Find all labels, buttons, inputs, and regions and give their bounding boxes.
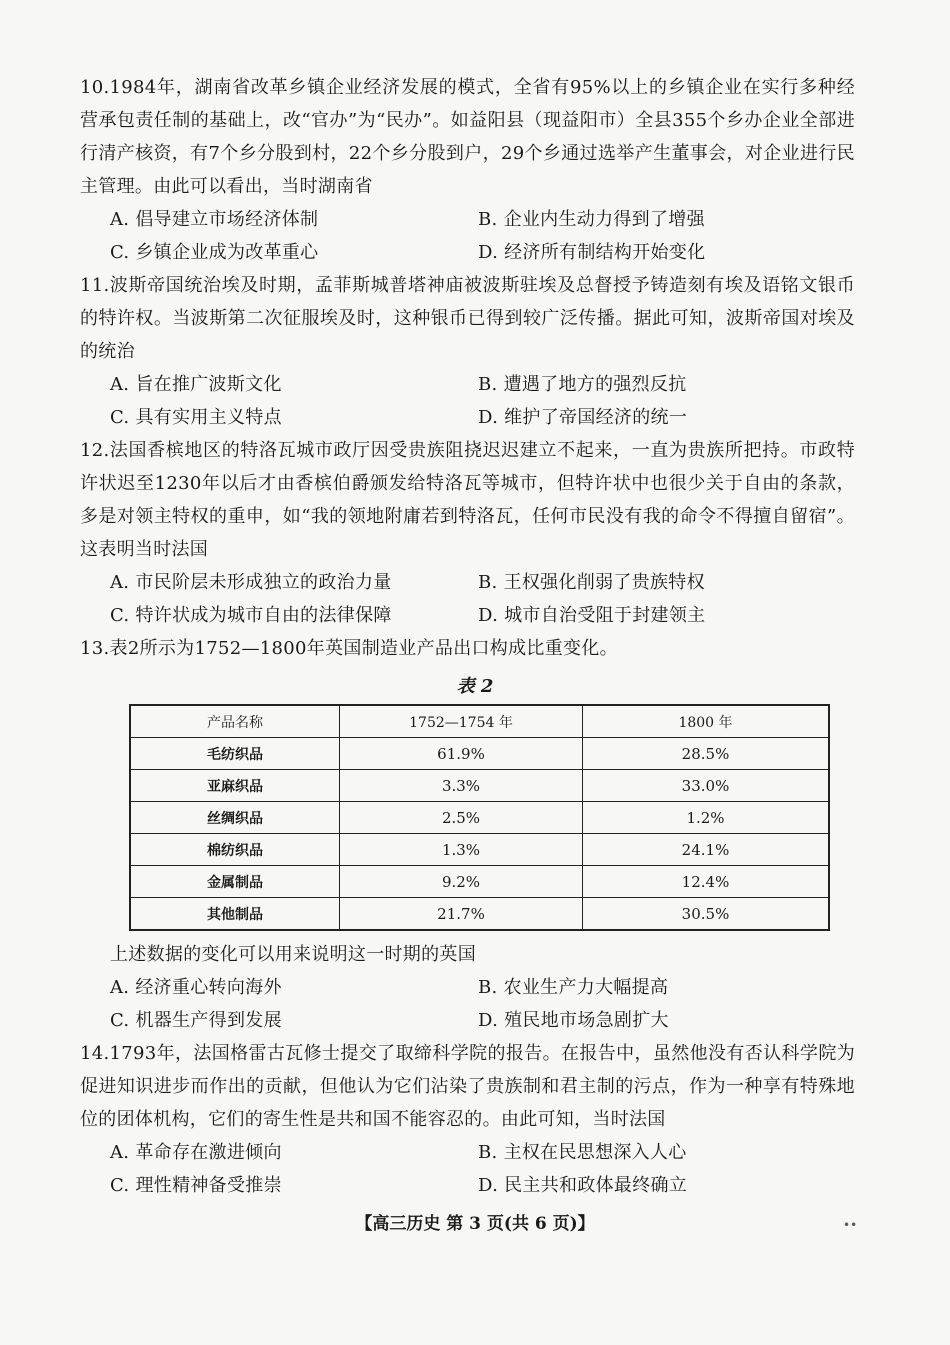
option-c: C. 机器生产得到发展 bbox=[110, 1010, 282, 1031]
product-name-cell: 其他制品 bbox=[130, 898, 340, 931]
question-stem: 10.1984年，湖南省改革乡镇企业经济发展的模式，全省有95%以上的乡镇企业在实行多种经营承包责任制的基础上，改“官办”为“民办”。如益阳县（现益阳市）全县355个乡办企业全部进行清产核资，有7个乡分股到村，22个乡分股到户，29个乡通过选举产生董事会，对企业进行民主管理。由此可以看出，当时湖南省 bbox=[80, 77, 855, 197]
question-number: 11. bbox=[80, 275, 110, 296]
option-b: B. 农业生产力大幅提高 bbox=[478, 977, 669, 998]
table-row bbox=[130, 898, 829, 931]
scan-mark: •• bbox=[843, 1218, 858, 1232]
question-stem: 14.1793年，法国格雷古瓦修士提交了取缔科学院的报告。在报告中，虽然他没有否认科学院为促进知识进步而作出的贡献，但他认为它们沾染了贵族制和君主制的污点，作为一种享有特殊地位的团体机构，它们的寄生性是共和国不能容忍的。由此可知，当时法国 bbox=[80, 1043, 855, 1130]
option-a: A. 经济重心转向海外 bbox=[110, 977, 282, 998]
question-number: 10. bbox=[80, 77, 110, 98]
table-row bbox=[130, 738, 829, 770]
question-number: 12. bbox=[80, 440, 110, 461]
value-cell: 61.9% bbox=[340, 738, 583, 770]
option-b: B. 主权在民思想深入人心 bbox=[478, 1142, 687, 1163]
option-c: C. 特许状成为城市自由的法律保障 bbox=[110, 605, 392, 626]
table-header-cell: 产品名称 bbox=[130, 705, 340, 738]
options bbox=[110, 203, 855, 269]
table-row bbox=[130, 770, 829, 802]
question-number: 13. bbox=[80, 638, 110, 659]
option-a: A. 革命存在激进倾向 bbox=[110, 1142, 282, 1163]
value-cell: 24.1% bbox=[583, 834, 830, 866]
question-13-continued bbox=[80, 938, 855, 1037]
option-d: D. 城市自治受阻于封建领主 bbox=[478, 605, 706, 626]
question-12 bbox=[80, 434, 855, 632]
option-a: A. 倡导建立市场经济体制 bbox=[110, 209, 319, 230]
option-d: D. 殖民地市场急剧扩大 bbox=[478, 1010, 669, 1031]
page-footer: 【高三历史 第 3 页(共 6 页)】 bbox=[355, 1214, 595, 1234]
option-b: B. 王权强化削弱了贵族特权 bbox=[478, 572, 705, 593]
product-name-cell: 丝绸织品 bbox=[130, 802, 340, 834]
value-cell: 21.7% bbox=[340, 898, 583, 931]
question-number: 14. bbox=[80, 1043, 110, 1064]
option-d: D. 民主共和政体最终确立 bbox=[478, 1175, 688, 1196]
export-table bbox=[129, 704, 830, 931]
question-10 bbox=[80, 71, 855, 269]
option-b: B. 遭遇了地方的强烈反抗 bbox=[478, 374, 687, 395]
product-name-cell: 棉纺织品 bbox=[130, 834, 340, 866]
table-row bbox=[130, 834, 829, 866]
options bbox=[110, 1136, 855, 1202]
product-name-cell: 毛纺织品 bbox=[130, 738, 340, 770]
question-follow-up: 上述数据的变化可以用来说明这一时期的英国 bbox=[110, 944, 476, 965]
table-header-row bbox=[130, 705, 829, 738]
value-cell: 30.5% bbox=[583, 898, 830, 931]
product-name-cell: 亚麻织品 bbox=[130, 770, 340, 802]
option-c: C. 具有实用主义特点 bbox=[110, 407, 282, 428]
question-stem: 13.表2所示为1752—1800年英国制造业产品出口构成比重变化。 bbox=[80, 638, 618, 659]
table-caption: 表 2 bbox=[456, 676, 494, 697]
value-cell: 3.3% bbox=[340, 770, 583, 802]
question-13 bbox=[80, 632, 855, 665]
option-a: A. 市民阶层未形成独立的政治力量 bbox=[110, 572, 392, 593]
table-header-cell: 1800 年 bbox=[583, 705, 830, 738]
option-b: B. 企业内生动力得到了增强 bbox=[478, 209, 705, 230]
value-cell: 9.2% bbox=[340, 866, 583, 898]
option-c: C. 理性精神备受推崇 bbox=[110, 1175, 282, 1196]
option-d: D. 经济所有制结构开始变化 bbox=[478, 242, 706, 263]
question-stem: 11.波斯帝国统治埃及时期，孟菲斯城普塔神庙被波斯驻埃及总督授予铸造刻有埃及语铭文银币的特许权。当波斯第二次征服埃及时，这种银币已得到较广泛传播。据此可知，波斯帝国对埃及的统治 bbox=[80, 275, 855, 362]
option-a: A. 旨在推广波斯文化 bbox=[110, 374, 282, 395]
table-header-cell: 1752—1754 年 bbox=[340, 705, 583, 738]
value-cell: 28.5% bbox=[583, 738, 830, 770]
options bbox=[110, 368, 855, 434]
option-d: D. 维护了帝国经济的统一 bbox=[478, 407, 688, 428]
value-cell: 12.4% bbox=[583, 866, 830, 898]
table-row bbox=[130, 866, 829, 898]
table-row bbox=[130, 802, 829, 834]
options bbox=[110, 566, 855, 632]
question-stem: 12.法国香槟地区的特洛瓦城市政厅因受贵族阻挠迟迟建立不起来，一直为贵族所把持。市政特许状迟至1230年以后才由香槟伯爵颁发给特洛瓦等城市，但特许状中也很少关于自由的条款，多是对领主特权的重申，如“我的领地附庸若到特洛瓦，任何市民没有我的命令不得擅自留宿”。这表明当时法国 bbox=[80, 440, 855, 560]
option-c: C. 乡镇企业成为改革重心 bbox=[110, 242, 319, 263]
product-name-cell: 金属制品 bbox=[130, 866, 340, 898]
question-11 bbox=[80, 269, 855, 434]
value-cell: 2.5% bbox=[340, 802, 583, 834]
value-cell: 1.3% bbox=[340, 834, 583, 866]
options bbox=[110, 971, 855, 1037]
value-cell: 33.0% bbox=[583, 770, 830, 802]
value-cell: 1.2% bbox=[583, 802, 830, 834]
question-14 bbox=[80, 1037, 855, 1202]
